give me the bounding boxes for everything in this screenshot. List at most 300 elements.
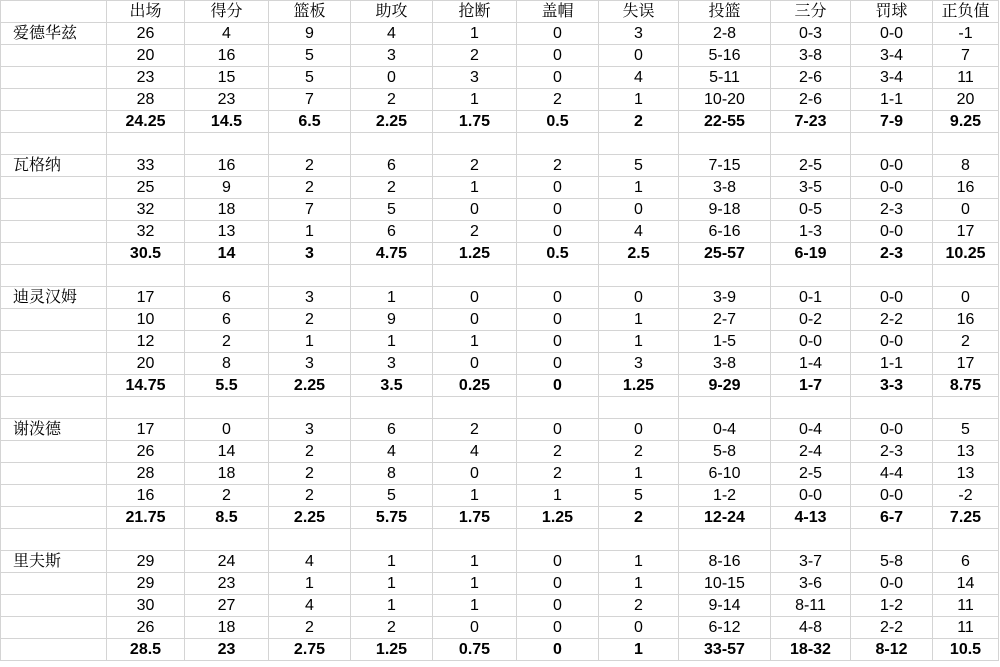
empty-cell [1, 595, 107, 617]
stat-cell: 0-0 [771, 331, 851, 353]
stat-cell: 2 [351, 617, 433, 639]
stat-cell: 0 [433, 617, 517, 639]
stat-cell: 0 [517, 353, 599, 375]
average-cell: 8.5 [185, 507, 269, 529]
stat-cell: 27 [185, 595, 269, 617]
stat-cell: 0 [517, 45, 599, 67]
stat-cell: 6 [933, 551, 999, 573]
stat-cell: 3 [269, 419, 351, 441]
stat-cell: 23 [185, 89, 269, 111]
average-cell: 6.5 [269, 111, 351, 133]
stat-cell: 11 [933, 67, 999, 89]
empty-cell [1, 507, 107, 529]
empty-cell [269, 133, 351, 155]
empty-cell [269, 265, 351, 287]
empty-cell [185, 529, 269, 551]
player-name: 瓦格纳 [1, 155, 107, 177]
stat-cell: 1-5 [679, 331, 771, 353]
average-cell: 5.75 [351, 507, 433, 529]
game-row [1, 551, 999, 573]
stat-cell: 6 [351, 419, 433, 441]
average-cell: 5.5 [185, 375, 269, 397]
empty-cell [1, 463, 107, 485]
empty-cell [433, 529, 517, 551]
stat-cell: 2-7 [679, 309, 771, 331]
stat-cell: 30 [107, 595, 185, 617]
stat-cell: 16 [933, 309, 999, 331]
column-header: 三分 [771, 1, 851, 23]
average-row [1, 375, 999, 397]
empty-cell [1, 67, 107, 89]
stat-cell: 2-3 [851, 441, 933, 463]
game-row [1, 45, 999, 67]
stat-cell: 0 [517, 287, 599, 309]
stat-cell: 0 [433, 287, 517, 309]
average-cell: 8-12 [851, 639, 933, 661]
stat-cell: 2 [599, 441, 679, 463]
stat-cell: 4 [185, 23, 269, 45]
stat-cell: 0-1 [771, 287, 851, 309]
stat-cell: 28 [107, 89, 185, 111]
stat-cell: 2 [269, 485, 351, 507]
average-cell: 9.25 [933, 111, 999, 133]
average-cell: 1.25 [599, 375, 679, 397]
stat-cell: 0 [517, 67, 599, 89]
stat-cell: 4 [599, 67, 679, 89]
stat-cell: 2 [269, 441, 351, 463]
spacer-row [1, 265, 999, 287]
empty-cell [1, 243, 107, 265]
stat-cell: 0-0 [851, 287, 933, 309]
empty-cell [185, 133, 269, 155]
stat-cell: 10 [107, 309, 185, 331]
average-cell: 10.5 [933, 639, 999, 661]
stat-cell: 0 [517, 331, 599, 353]
stat-cell: 3 [351, 353, 433, 375]
average-cell: 3.5 [351, 375, 433, 397]
stat-cell: 0 [599, 45, 679, 67]
stat-cell: 0 [933, 199, 999, 221]
average-cell: 0 [517, 639, 599, 661]
empty-cell [1, 111, 107, 133]
stat-cell: 5-11 [679, 67, 771, 89]
average-cell: 2.75 [269, 639, 351, 661]
stat-cell: 20 [933, 89, 999, 111]
stat-cell: 26 [107, 23, 185, 45]
stat-cell: 2 [185, 331, 269, 353]
stat-cell: 1 [599, 177, 679, 199]
empty-cell [679, 397, 771, 419]
stat-cell: 2 [269, 155, 351, 177]
stat-cell: 2-6 [771, 67, 851, 89]
stat-cell: 11 [933, 617, 999, 639]
average-cell: 2.25 [269, 507, 351, 529]
average-cell: 14.5 [185, 111, 269, 133]
stat-cell: 7 [269, 89, 351, 111]
stat-cell: 24 [185, 551, 269, 573]
average-cell: 7-9 [851, 111, 933, 133]
stat-cell: 9 [269, 23, 351, 45]
empty-cell [185, 397, 269, 419]
spacer-row [1, 133, 999, 155]
stat-cell: 0 [433, 199, 517, 221]
stat-cell: 4 [269, 551, 351, 573]
stat-cell: 20 [107, 45, 185, 67]
empty-cell [433, 265, 517, 287]
game-row [1, 287, 999, 309]
stat-cell: 2-2 [851, 309, 933, 331]
stat-cell: 6 [351, 155, 433, 177]
empty-cell [851, 397, 933, 419]
average-cell: 23 [185, 639, 269, 661]
game-row [1, 23, 999, 45]
empty-cell [1, 45, 107, 67]
empty-cell [599, 133, 679, 155]
column-header: 篮板 [269, 1, 351, 23]
stat-cell: 0 [517, 221, 599, 243]
stat-cell: 2-2 [851, 617, 933, 639]
stat-cell: 17 [933, 221, 999, 243]
empty-cell [851, 529, 933, 551]
stat-cell: 0-0 [851, 419, 933, 441]
stat-cell: 0 [517, 23, 599, 45]
stat-cell: 11 [933, 595, 999, 617]
empty-cell [1, 353, 107, 375]
average-cell: 6-7 [851, 507, 933, 529]
stat-cell: 1 [269, 331, 351, 353]
stat-cell: 7 [933, 45, 999, 67]
game-row [1, 441, 999, 463]
average-row [1, 639, 999, 661]
game-row [1, 309, 999, 331]
stat-cell: 10-15 [679, 573, 771, 595]
average-cell: 0.25 [433, 375, 517, 397]
stat-cell: 2 [433, 45, 517, 67]
stat-cell: 2 [517, 155, 599, 177]
stat-cell: 1 [517, 485, 599, 507]
stat-cell: 28 [107, 463, 185, 485]
empty-cell [517, 529, 599, 551]
stat-cell: 1 [433, 485, 517, 507]
average-cell: 0.75 [433, 639, 517, 661]
stat-cell: 5 [599, 155, 679, 177]
stat-cell: 3-4 [851, 45, 933, 67]
stat-cell: 1 [269, 221, 351, 243]
stat-cell: 1 [351, 331, 433, 353]
empty-cell [851, 265, 933, 287]
stat-cell: 0 [517, 419, 599, 441]
game-row [1, 177, 999, 199]
stat-cell: 3 [599, 353, 679, 375]
game-row [1, 89, 999, 111]
column-header: 抢断 [433, 1, 517, 23]
spacer-row [1, 529, 999, 551]
empty-cell [433, 133, 517, 155]
empty-cell [351, 529, 433, 551]
empty-cell [771, 265, 851, 287]
empty-cell [771, 397, 851, 419]
header-row [1, 1, 999, 23]
game-row [1, 221, 999, 243]
stat-cell: 8-11 [771, 595, 851, 617]
stat-cell: 8 [185, 353, 269, 375]
average-cell: 25-57 [679, 243, 771, 265]
average-cell: 2.25 [351, 111, 433, 133]
average-cell: 0.5 [517, 111, 599, 133]
average-cell: 0 [517, 375, 599, 397]
average-cell: 8.75 [933, 375, 999, 397]
stat-cell: 2 [269, 177, 351, 199]
stat-cell: 1 [599, 331, 679, 353]
empty-cell [1, 265, 107, 287]
stat-cell: 2 [351, 177, 433, 199]
stat-cell: 3-6 [771, 573, 851, 595]
stat-cell: 1 [433, 551, 517, 573]
stat-cell: 2 [269, 463, 351, 485]
stat-cell: 29 [107, 573, 185, 595]
stat-cell: 16 [185, 45, 269, 67]
average-cell: 14.75 [107, 375, 185, 397]
empty-cell [1, 133, 107, 155]
stat-cell: 3 [269, 287, 351, 309]
stat-cell: -1 [933, 23, 999, 45]
stat-cell: 17 [107, 419, 185, 441]
stat-cell: 12 [107, 331, 185, 353]
stat-cell: 0-0 [851, 177, 933, 199]
stat-cell: 1-3 [771, 221, 851, 243]
average-cell: 2 [599, 111, 679, 133]
stat-cell: 9-18 [679, 199, 771, 221]
empty-cell [1, 221, 107, 243]
stat-cell: 0-3 [771, 23, 851, 45]
stat-cell: 16 [933, 177, 999, 199]
stat-cell: -2 [933, 485, 999, 507]
stat-cell: 0 [351, 67, 433, 89]
stat-cell: 4 [351, 441, 433, 463]
average-cell: 21.75 [107, 507, 185, 529]
stat-cell: 2 [269, 617, 351, 639]
stat-cell: 6 [185, 309, 269, 331]
stat-cell: 1 [351, 287, 433, 309]
average-cell: 7.25 [933, 507, 999, 529]
empty-cell [1, 331, 107, 353]
stat-cell: 5 [269, 67, 351, 89]
average-row [1, 507, 999, 529]
stat-cell: 0 [433, 353, 517, 375]
column-header [1, 1, 107, 23]
stat-cell: 8 [933, 155, 999, 177]
stat-cell: 5 [933, 419, 999, 441]
player-name: 谢泼德 [1, 419, 107, 441]
stat-cell: 18 [185, 617, 269, 639]
column-header: 得分 [185, 1, 269, 23]
stat-cell: 9 [351, 309, 433, 331]
stat-cell: 2 [351, 89, 433, 111]
player-name: 爱德华兹 [1, 23, 107, 45]
empty-cell [1, 375, 107, 397]
stat-cell: 0 [517, 595, 599, 617]
stat-cell: 6-10 [679, 463, 771, 485]
empty-cell [933, 397, 999, 419]
empty-cell [351, 265, 433, 287]
stat-cell: 2 [433, 419, 517, 441]
stat-cell: 23 [185, 573, 269, 595]
stat-cell: 3-5 [771, 177, 851, 199]
average-cell: 1.25 [517, 507, 599, 529]
stat-cell: 6 [185, 287, 269, 309]
stat-cell: 9 [185, 177, 269, 199]
game-row [1, 199, 999, 221]
stat-cell: 3-9 [679, 287, 771, 309]
stat-cell: 5-16 [679, 45, 771, 67]
stat-cell: 1 [599, 89, 679, 111]
stat-cell: 33 [107, 155, 185, 177]
stat-cell: 1-1 [851, 353, 933, 375]
stat-cell: 2-5 [771, 155, 851, 177]
stat-cell: 13 [185, 221, 269, 243]
stat-cell: 1 [351, 551, 433, 573]
stat-cell: 4 [433, 441, 517, 463]
stat-cell: 23 [107, 67, 185, 89]
stat-cell: 0 [599, 617, 679, 639]
empty-cell [517, 133, 599, 155]
stat-cell: 0 [517, 617, 599, 639]
empty-cell [1, 309, 107, 331]
game-row [1, 595, 999, 617]
game-row [1, 617, 999, 639]
column-header: 盖帽 [517, 1, 599, 23]
empty-cell [1, 573, 107, 595]
average-cell: 9-29 [679, 375, 771, 397]
stat-cell: 0 [599, 199, 679, 221]
stat-cell: 0-0 [851, 485, 933, 507]
stat-cell: 3-8 [679, 353, 771, 375]
average-cell: 30.5 [107, 243, 185, 265]
empty-cell [269, 529, 351, 551]
stat-cell: 6-12 [679, 617, 771, 639]
stat-cell: 5-8 [851, 551, 933, 573]
average-cell: 18-32 [771, 639, 851, 661]
stat-cell: 2 [933, 331, 999, 353]
stat-cell: 26 [107, 617, 185, 639]
stat-cell: 4-8 [771, 617, 851, 639]
stat-cell: 1-2 [851, 595, 933, 617]
stat-cell: 18 [185, 199, 269, 221]
average-cell: 0.5 [517, 243, 599, 265]
average-cell: 3-3 [851, 375, 933, 397]
empty-cell [433, 397, 517, 419]
player-name: 迪灵汉姆 [1, 287, 107, 309]
empty-cell [599, 529, 679, 551]
stat-cell: 0 [517, 309, 599, 331]
game-row [1, 353, 999, 375]
stat-cell: 0 [933, 287, 999, 309]
stat-cell: 32 [107, 221, 185, 243]
empty-cell [851, 133, 933, 155]
stat-cell: 18 [185, 463, 269, 485]
stat-cell: 6 [351, 221, 433, 243]
average-cell: 1.25 [351, 639, 433, 661]
empty-cell [933, 529, 999, 551]
stat-cell: 3 [433, 67, 517, 89]
average-cell: 1 [599, 639, 679, 661]
stat-cell: 1 [351, 573, 433, 595]
stat-cell: 14 [933, 573, 999, 595]
game-row [1, 419, 999, 441]
empty-cell [185, 265, 269, 287]
empty-cell [1, 485, 107, 507]
empty-cell [1, 529, 107, 551]
stat-cell: 1 [433, 89, 517, 111]
stat-cell: 16 [185, 155, 269, 177]
average-cell: 1.75 [433, 507, 517, 529]
empty-cell [599, 397, 679, 419]
empty-cell [107, 397, 185, 419]
stat-cell: 2 [433, 155, 517, 177]
stat-cell: 8 [351, 463, 433, 485]
column-header: 正负值 [933, 1, 999, 23]
stat-cell: 0 [599, 419, 679, 441]
stat-cell: 17 [107, 287, 185, 309]
stat-cell: 32 [107, 199, 185, 221]
empty-cell [517, 265, 599, 287]
stat-cell: 5 [269, 45, 351, 67]
column-header: 助攻 [351, 1, 433, 23]
stat-cell: 1-2 [679, 485, 771, 507]
stat-cell: 0-0 [771, 485, 851, 507]
stat-cell: 2-3 [851, 199, 933, 221]
game-row [1, 331, 999, 353]
stat-cell: 2-8 [679, 23, 771, 45]
empty-cell [933, 133, 999, 155]
stat-cell: 13 [933, 463, 999, 485]
stat-cell: 0-0 [851, 331, 933, 353]
stat-cell: 2 [269, 309, 351, 331]
empty-cell [1, 199, 107, 221]
stat-cell: 7 [269, 199, 351, 221]
average-cell: 2.5 [599, 243, 679, 265]
stat-cell: 0 [185, 419, 269, 441]
stat-cell: 7-15 [679, 155, 771, 177]
game-row [1, 155, 999, 177]
stat-cell: 3 [599, 23, 679, 45]
stat-cell: 16 [107, 485, 185, 507]
average-cell: 14 [185, 243, 269, 265]
stat-cell: 17 [933, 353, 999, 375]
empty-cell [269, 397, 351, 419]
game-row [1, 573, 999, 595]
stat-cell: 2 [599, 595, 679, 617]
game-row [1, 67, 999, 89]
average-cell: 28.5 [107, 639, 185, 661]
empty-cell [107, 265, 185, 287]
average-cell: 4.75 [351, 243, 433, 265]
stat-cell: 3 [351, 45, 433, 67]
stat-cell: 1 [433, 177, 517, 199]
stat-cell: 4 [351, 23, 433, 45]
stat-cell: 3-4 [851, 67, 933, 89]
stat-cell: 0 [599, 287, 679, 309]
stat-cell: 1-4 [771, 353, 851, 375]
stat-cell: 2 [517, 463, 599, 485]
stat-cell: 2 [433, 221, 517, 243]
empty-cell [679, 529, 771, 551]
stat-cell: 4 [269, 595, 351, 617]
column-header: 投篮 [679, 1, 771, 23]
empty-cell [107, 529, 185, 551]
stat-cell: 4-4 [851, 463, 933, 485]
stat-cell: 2 [517, 89, 599, 111]
